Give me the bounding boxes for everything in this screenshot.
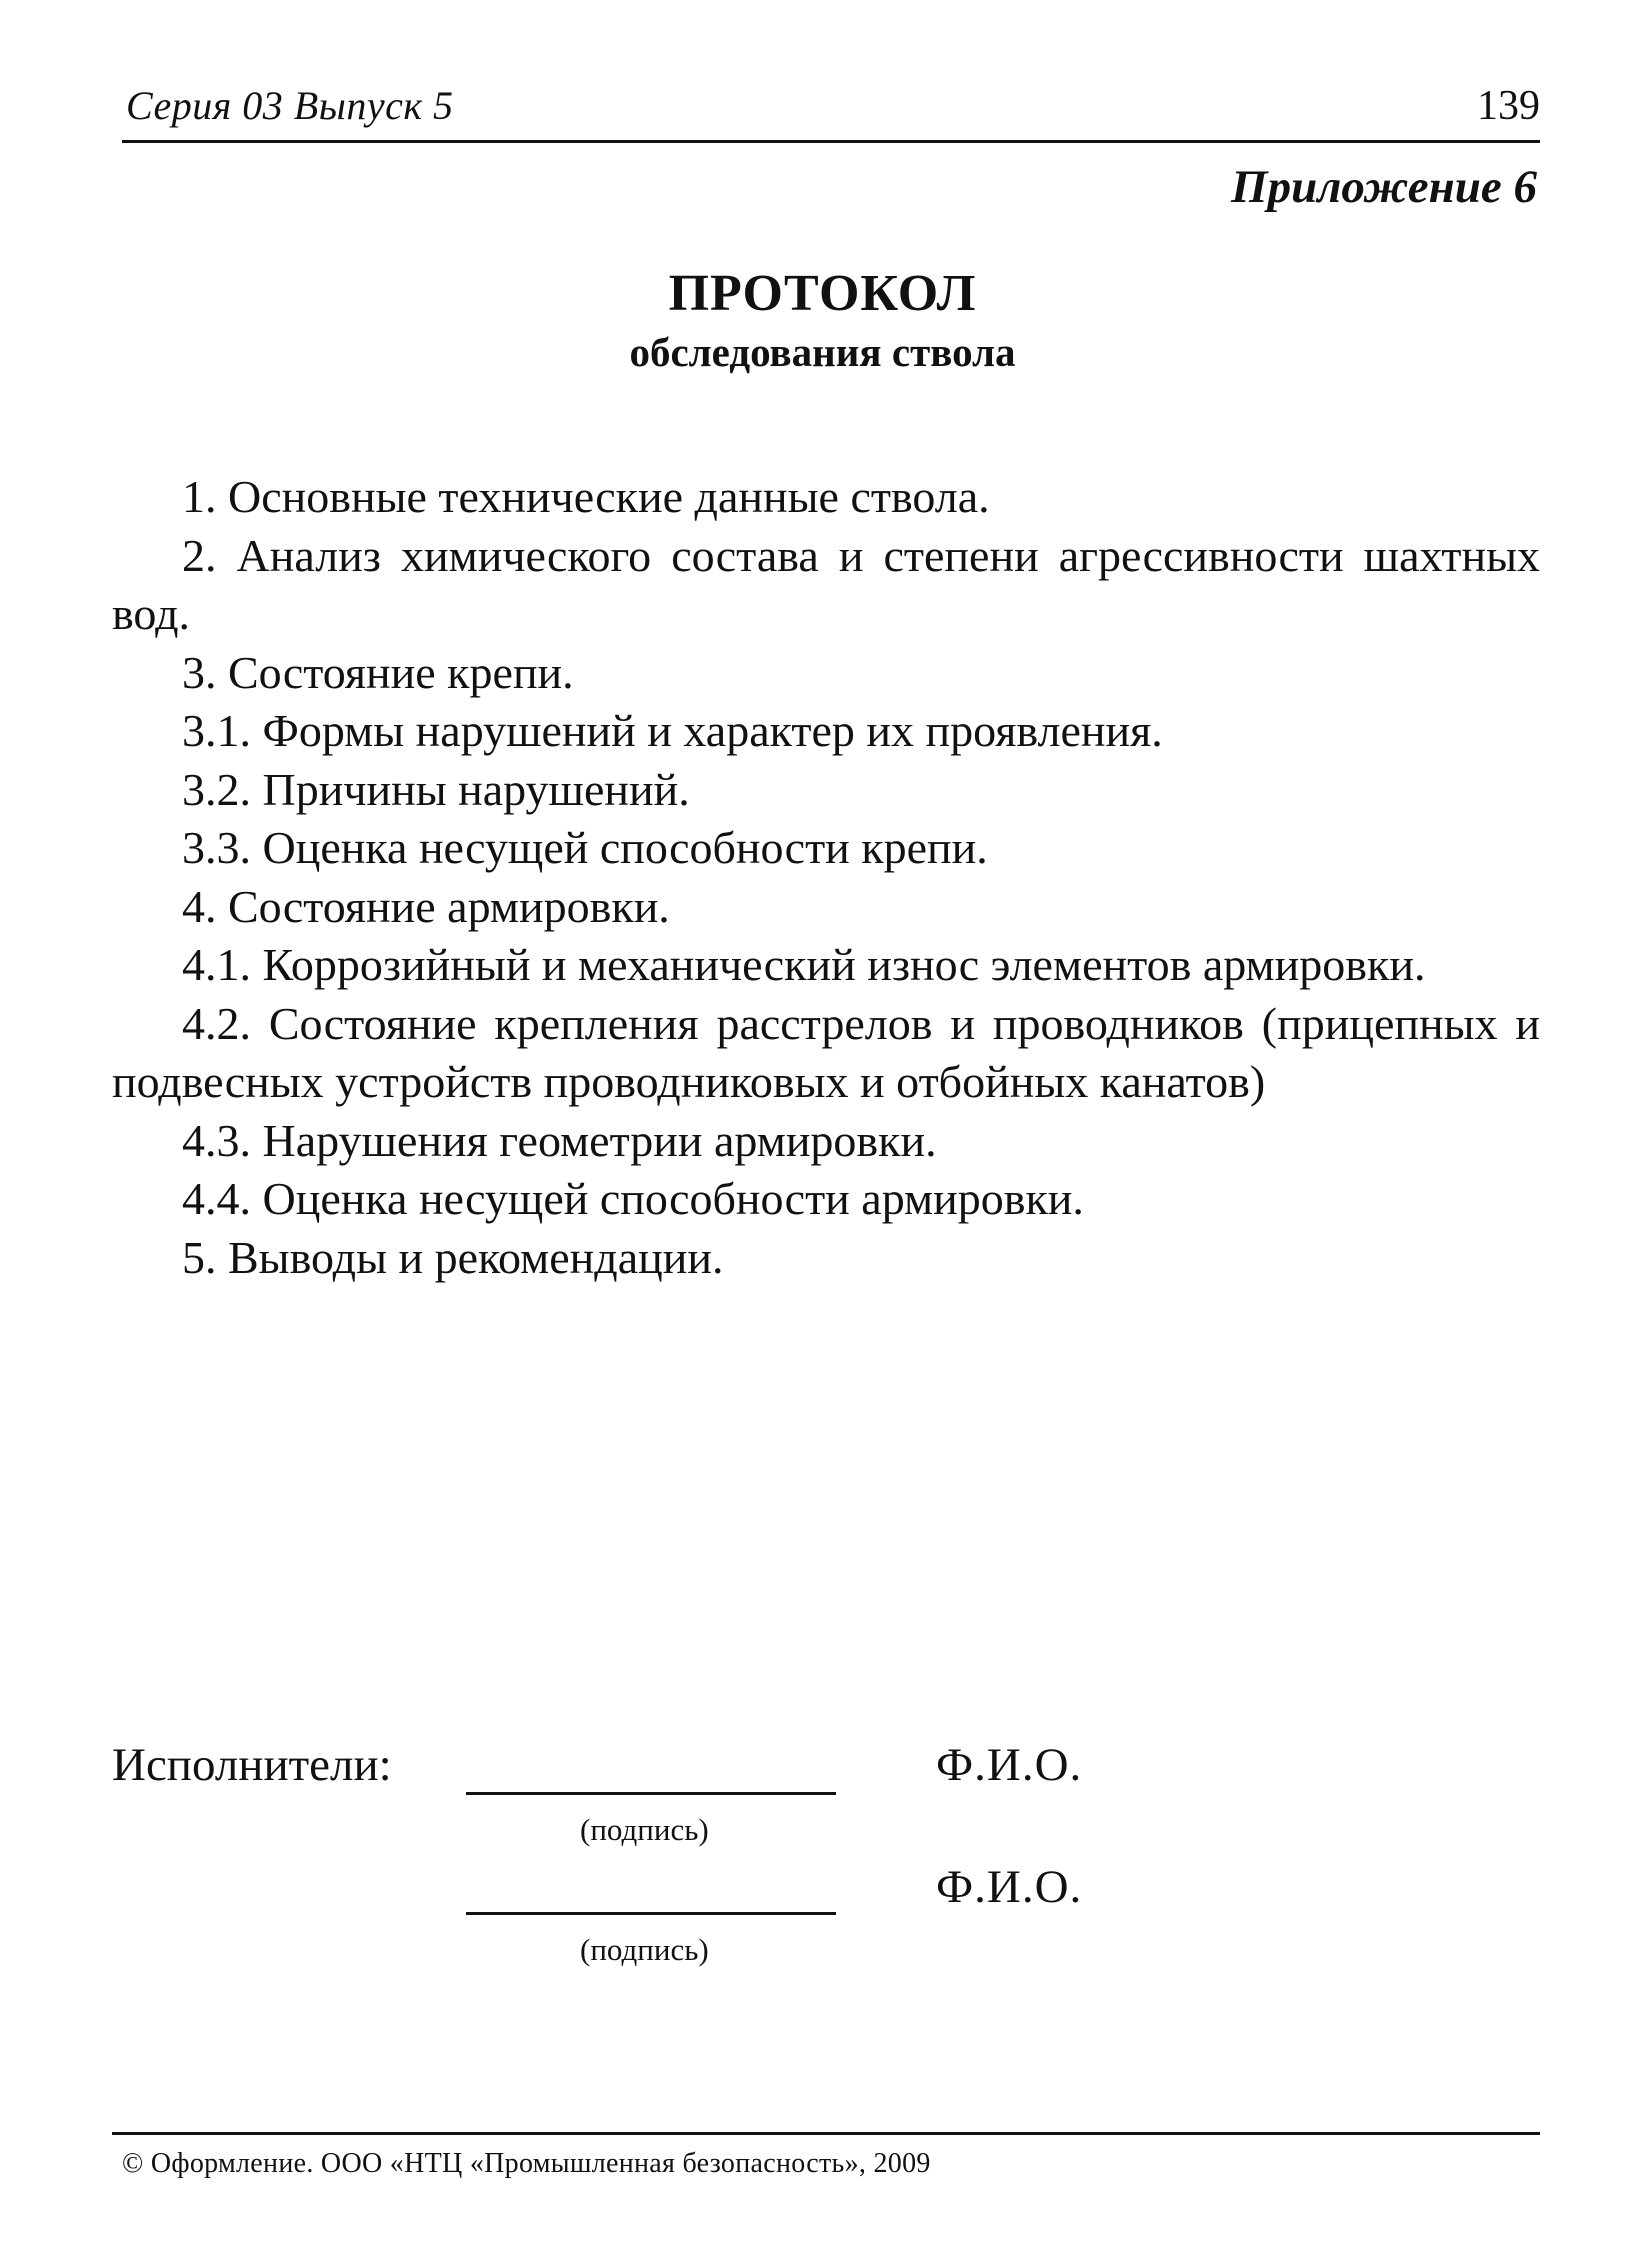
document-subtitle: обследования ствола <box>629 329 1016 375</box>
protocol-item: 4.4. Оценка несущей способности армировки. <box>182 1173 1084 1224</box>
signature-line <box>466 1792 836 1795</box>
executors-label: Исполнители: <box>112 1739 392 1791</box>
footer-divider <box>112 2132 1540 2135</box>
executor-name: Ф.И.О. <box>936 1861 1083 1913</box>
protocol-item: 3.2. Причины нарушений. <box>182 763 690 815</box>
signature-line <box>466 1912 836 1915</box>
protocol-item: 3.3. Оценка несущей способности крепи. <box>182 822 988 873</box>
page-number: 139 <box>1477 83 1540 129</box>
protocol-item: 4.2. Состояние крепления расстрелов и проводников (прицепных и подвесных устройств проводниковых и отбойных канатов) <box>112 997 1540 1107</box>
series-label: Серия 03 Выпуск 5 <box>126 83 454 128</box>
signature-caption: (подпись) <box>580 1932 709 1967</box>
protocol-item: 4. Состояние армировки. <box>182 880 670 932</box>
protocol-item: 3. Состояние крепи. <box>182 646 574 698</box>
protocol-item: 4.3. Нарушения геометрии армировки. <box>182 1114 937 1166</box>
protocol-item: 1. Основные технические данные ствола. <box>182 471 990 522</box>
protocol-item: 4.1. Коррозийный и механический износ элементов армировки. <box>182 939 1426 990</box>
protocol-item: 2. Анализ химического состава и степени агрессивности шахтных вод. <box>112 529 1540 639</box>
copyright-footer: © Оформление. ООО «НТЦ «Промышленная безопасность», 2009 <box>122 2148 931 2179</box>
document-title: ПРОТОКОЛ <box>668 265 977 322</box>
protocol-item: 3.1. Формы нарушений и характер их проявления. <box>182 705 1163 756</box>
executor-name: Ф.И.О. <box>936 1739 1083 1791</box>
signature-caption: (подпись) <box>580 1812 709 1847</box>
page-header <box>122 78 1540 143</box>
appendix-label: Приложение 6 <box>1231 161 1537 213</box>
protocol-item: 5. Выводы и рекомендации. <box>182 1231 724 1283</box>
protocol-items <box>112 468 1540 1287</box>
